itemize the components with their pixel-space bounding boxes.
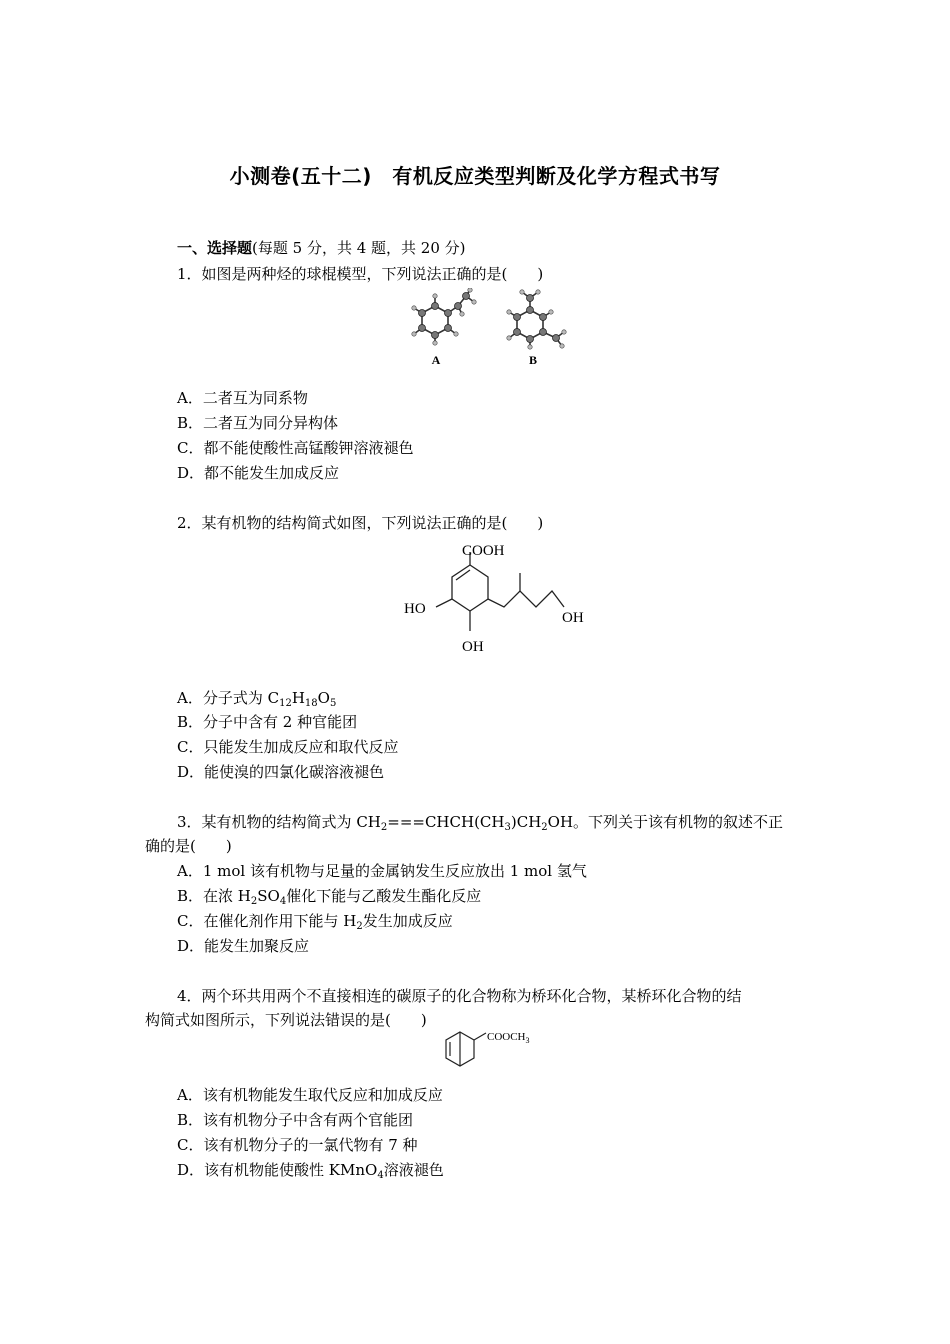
q3-stem-b: ===CHCH(CH bbox=[387, 813, 505, 831]
q3-option-a: A．1 mol 该有机物与足量的金属钠发生反应放出 1 mol 氢气 bbox=[177, 862, 587, 880]
q4-stem-line1: 4．两个环共用两个不直接相连的碳原子的化合物称为桥环化合物，某桥环化合物的结 bbox=[177, 987, 742, 1005]
q3-option-c bbox=[177, 911, 453, 931]
q2-label-oh-right: OH bbox=[562, 610, 584, 626]
q3-stem-d: OH。下列关于该有机物的叙述不正 bbox=[547, 813, 784, 831]
q2-option-d: D．能使溴的四氯化碳溶液褪色 bbox=[177, 763, 385, 781]
q2-option-c: C．只能发生加成反应和取代反应 bbox=[177, 738, 399, 756]
q3-opt-b-a: B．在浓 H bbox=[177, 887, 251, 905]
q1-ball-stick-figure bbox=[410, 288, 580, 368]
q1-fig-label-a: A bbox=[431, 353, 441, 367]
q4-stem-line2: 构简式如图所示，下列说法错误的是( ) bbox=[145, 1011, 427, 1029]
q3-option-d: D．能发生加聚反应 bbox=[177, 937, 310, 955]
q2-sub-h: 18 bbox=[304, 698, 318, 709]
section-header bbox=[177, 238, 466, 258]
q4-option-c: C．该有机物分子的一氯代物有 7 种 bbox=[177, 1136, 418, 1154]
q2-o-label: O bbox=[317, 689, 330, 707]
q3-opt-b-c: 催化下能与乙酸发生酯化反应 bbox=[286, 887, 482, 905]
q3-stem bbox=[145, 810, 810, 858]
q4-bridged-ring-figure bbox=[440, 1028, 550, 1072]
q4-fig-label-text: COOCH bbox=[487, 1031, 526, 1043]
q3-opt-c-a: C．在催化剂作用下能与 H bbox=[177, 912, 357, 930]
q1-option-d: D．都不能发生加成反应 bbox=[177, 464, 340, 482]
q4-option-d bbox=[177, 1160, 444, 1180]
q3-stem-c: )CH bbox=[510, 813, 542, 831]
q1-stem: 1．如图是两种烃的球棍模型，下列说法正确的是( ) bbox=[177, 265, 544, 283]
q4-opt-d-b: 溶液褪色 bbox=[383, 1161, 444, 1179]
q1-option-c: C．都不能使酸性高锰酸钾溶液褪色 bbox=[177, 439, 414, 457]
q4-option-a: A．该有机物能发生取代反应和加成反应 bbox=[177, 1086, 443, 1104]
q3-opt-c-sub: 2 bbox=[356, 921, 363, 932]
q3-opt-c-b: 发生加成反应 bbox=[362, 912, 453, 930]
q4-fig-label bbox=[487, 1031, 530, 1045]
q3-opt-b-sub2: 4 bbox=[279, 896, 287, 907]
q2-sub-o: 5 bbox=[329, 698, 337, 709]
q1-option-a: A．二者互为同系物 bbox=[177, 389, 308, 407]
q2-option-a-text: A．分子式为 C bbox=[177, 689, 280, 707]
q4-option-b: B．该有机物分子中含有两个官能团 bbox=[177, 1111, 414, 1129]
q2-h-label: H bbox=[291, 689, 305, 707]
q2-structure-figure bbox=[400, 535, 600, 660]
q2-option-a bbox=[177, 688, 336, 708]
q1-option-b: B．二者互为同分异构体 bbox=[177, 414, 339, 432]
section-label: 一、选择题 bbox=[177, 239, 253, 257]
q4-opt-d-sub: 4 bbox=[377, 1170, 384, 1181]
q2-option-b: B．分子中含有 2 种官能团 bbox=[177, 713, 358, 731]
q4-fig-label-sub: 3 bbox=[525, 1036, 530, 1045]
q2-sub-c: 12 bbox=[279, 698, 292, 709]
q3-stem-sub2: 3 bbox=[504, 822, 511, 833]
q2-label-oh-bottom: OH bbox=[462, 639, 484, 655]
q3-stem-sub1: 2 bbox=[380, 822, 388, 833]
section-note: (每题 5 分，共 4 题，共 20 分) bbox=[252, 239, 466, 257]
q2-label-ho: HO bbox=[404, 601, 426, 617]
q3-option-b bbox=[177, 886, 481, 906]
q3-opt-b-b: SO bbox=[257, 887, 280, 905]
q2-label-cooh: COOH bbox=[462, 543, 505, 559]
q4-stem bbox=[145, 984, 810, 1032]
q3-opt-b-sub1: 2 bbox=[250, 896, 258, 907]
q1-fig-label-b: B bbox=[528, 353, 538, 367]
q3-stem-line2: 确的是( ) bbox=[145, 837, 232, 855]
page-title: 小测卷(五十二) 有机反应类型判断及化学方程式书写 bbox=[229, 164, 721, 188]
q4-opt-d-a: D．该有机物能使酸性 KMnO bbox=[177, 1161, 378, 1179]
q2-stem: 2．某有机物的结构简式如图，下列说法正确的是( ) bbox=[177, 514, 544, 532]
q3-stem-sub3: 2 bbox=[541, 822, 548, 833]
q3-stem-a: 3．某有机物的结构简式为 CH bbox=[177, 813, 381, 831]
